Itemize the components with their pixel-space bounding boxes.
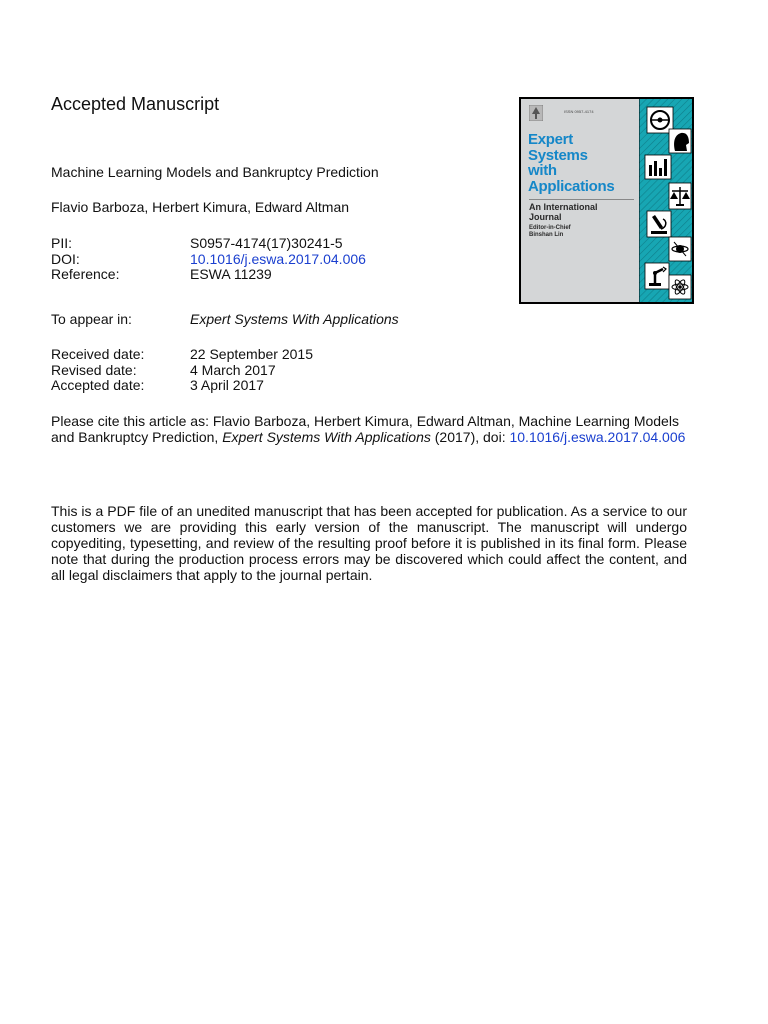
accepted-value: 3 April 2017 <box>190 377 264 393</box>
article-authors: Flavio Barboza, Herbert Kimura, Edward Altman <box>51 199 350 215</box>
cover-icon-panel <box>639 99 694 302</box>
accepted-label: Accepted date: <box>51 377 145 393</box>
doi-row <box>51 251 366 267</box>
doi-link[interactable]: 10.1016/j.eswa.2017.04.006 <box>190 251 366 267</box>
cover-subtitle-line: An International <box>529 202 598 212</box>
scales-icon <box>669 183 691 209</box>
cover-subtitle-line: Journal <box>529 211 562 222</box>
citation-line-2 <box>51 429 687 445</box>
microscope-icon <box>647 211 671 237</box>
disclaimer-paragraph: This is a PDF file of an unedited manuscript that has been accepted for publication. As a service to our customers we are providing this early version of the manuscript. The manuscript will undergo copyediting, typesetting, and review of the resulting proof before it is published in its final form. Please note that during the production process errors may be discovered which could affect the content, and all legal disclaimers that apply to the journal pertain. <box>51 503 687 583</box>
robot-arm-icon <box>645 263 669 289</box>
citation-line-2-start: and Bankruptcy Prediction, <box>51 429 223 445</box>
cover-divider <box>529 199 634 200</box>
atom-icon <box>669 275 691 299</box>
cover-title-line: with <box>528 162 557 179</box>
citation-doi-link[interactable]: 10.1016/j.eswa.2017.04.006 <box>509 429 686 445</box>
doi-label: DOI: <box>51 251 80 267</box>
pii-value: S0957-4174(17)30241-5 <box>190 235 343 251</box>
revised-row <box>51 362 276 378</box>
citation-paragraph <box>51 413 687 445</box>
cover-editor <box>529 225 571 239</box>
reference-value: ESWA 11239 <box>190 266 272 282</box>
received-value: 22 September 2015 <box>190 346 313 362</box>
article-title: Machine Learning Models and Bankruptcy Prediction <box>51 164 379 180</box>
cover-issn: ISSN 0957-4174 <box>564 109 594 114</box>
appear-row <box>51 311 399 327</box>
journal-cover <box>519 97 694 304</box>
page-title: Accepted Manuscript <box>51 94 220 114</box>
received-row <box>51 346 313 362</box>
pii-row <box>51 235 343 251</box>
pii-label: PII: <box>51 235 73 251</box>
cover-editor-line: Editor-in-Chief <box>529 225 571 231</box>
cover-subtitle <box>529 203 598 222</box>
citation-line-1: Please cite this article as: Flavio Barboza, Herbert Kimura, Edward Altman, Machine Learning Models <box>51 413 679 429</box>
citation-year-doi: (2017), doi: <box>430 429 510 445</box>
accepted-row <box>51 377 264 393</box>
cover-title-line: Applications <box>528 177 615 195</box>
citation-journal: Expert Systems With Applications <box>222 429 431 445</box>
head-profile-icon <box>669 129 691 153</box>
cover-title-line: Expert <box>528 131 573 148</box>
cover-editor-line: Binshan Lin <box>529 232 564 238</box>
cover-title <box>528 132 614 194</box>
reference-label: Reference: <box>51 266 120 282</box>
appear-label: To appear in: <box>51 311 132 327</box>
bar-chart-icon <box>645 155 671 179</box>
reference-row <box>51 266 272 282</box>
satellite-icon <box>669 237 691 261</box>
received-label: Received date: <box>51 346 145 362</box>
revised-label: Revised date: <box>51 362 137 378</box>
cover-title-line: Systems <box>528 146 588 164</box>
revised-value: 4 March 2017 <box>190 362 276 378</box>
publisher-logo-icon <box>529 105 543 121</box>
appear-journal: Expert Systems With Applications <box>190 311 399 327</box>
